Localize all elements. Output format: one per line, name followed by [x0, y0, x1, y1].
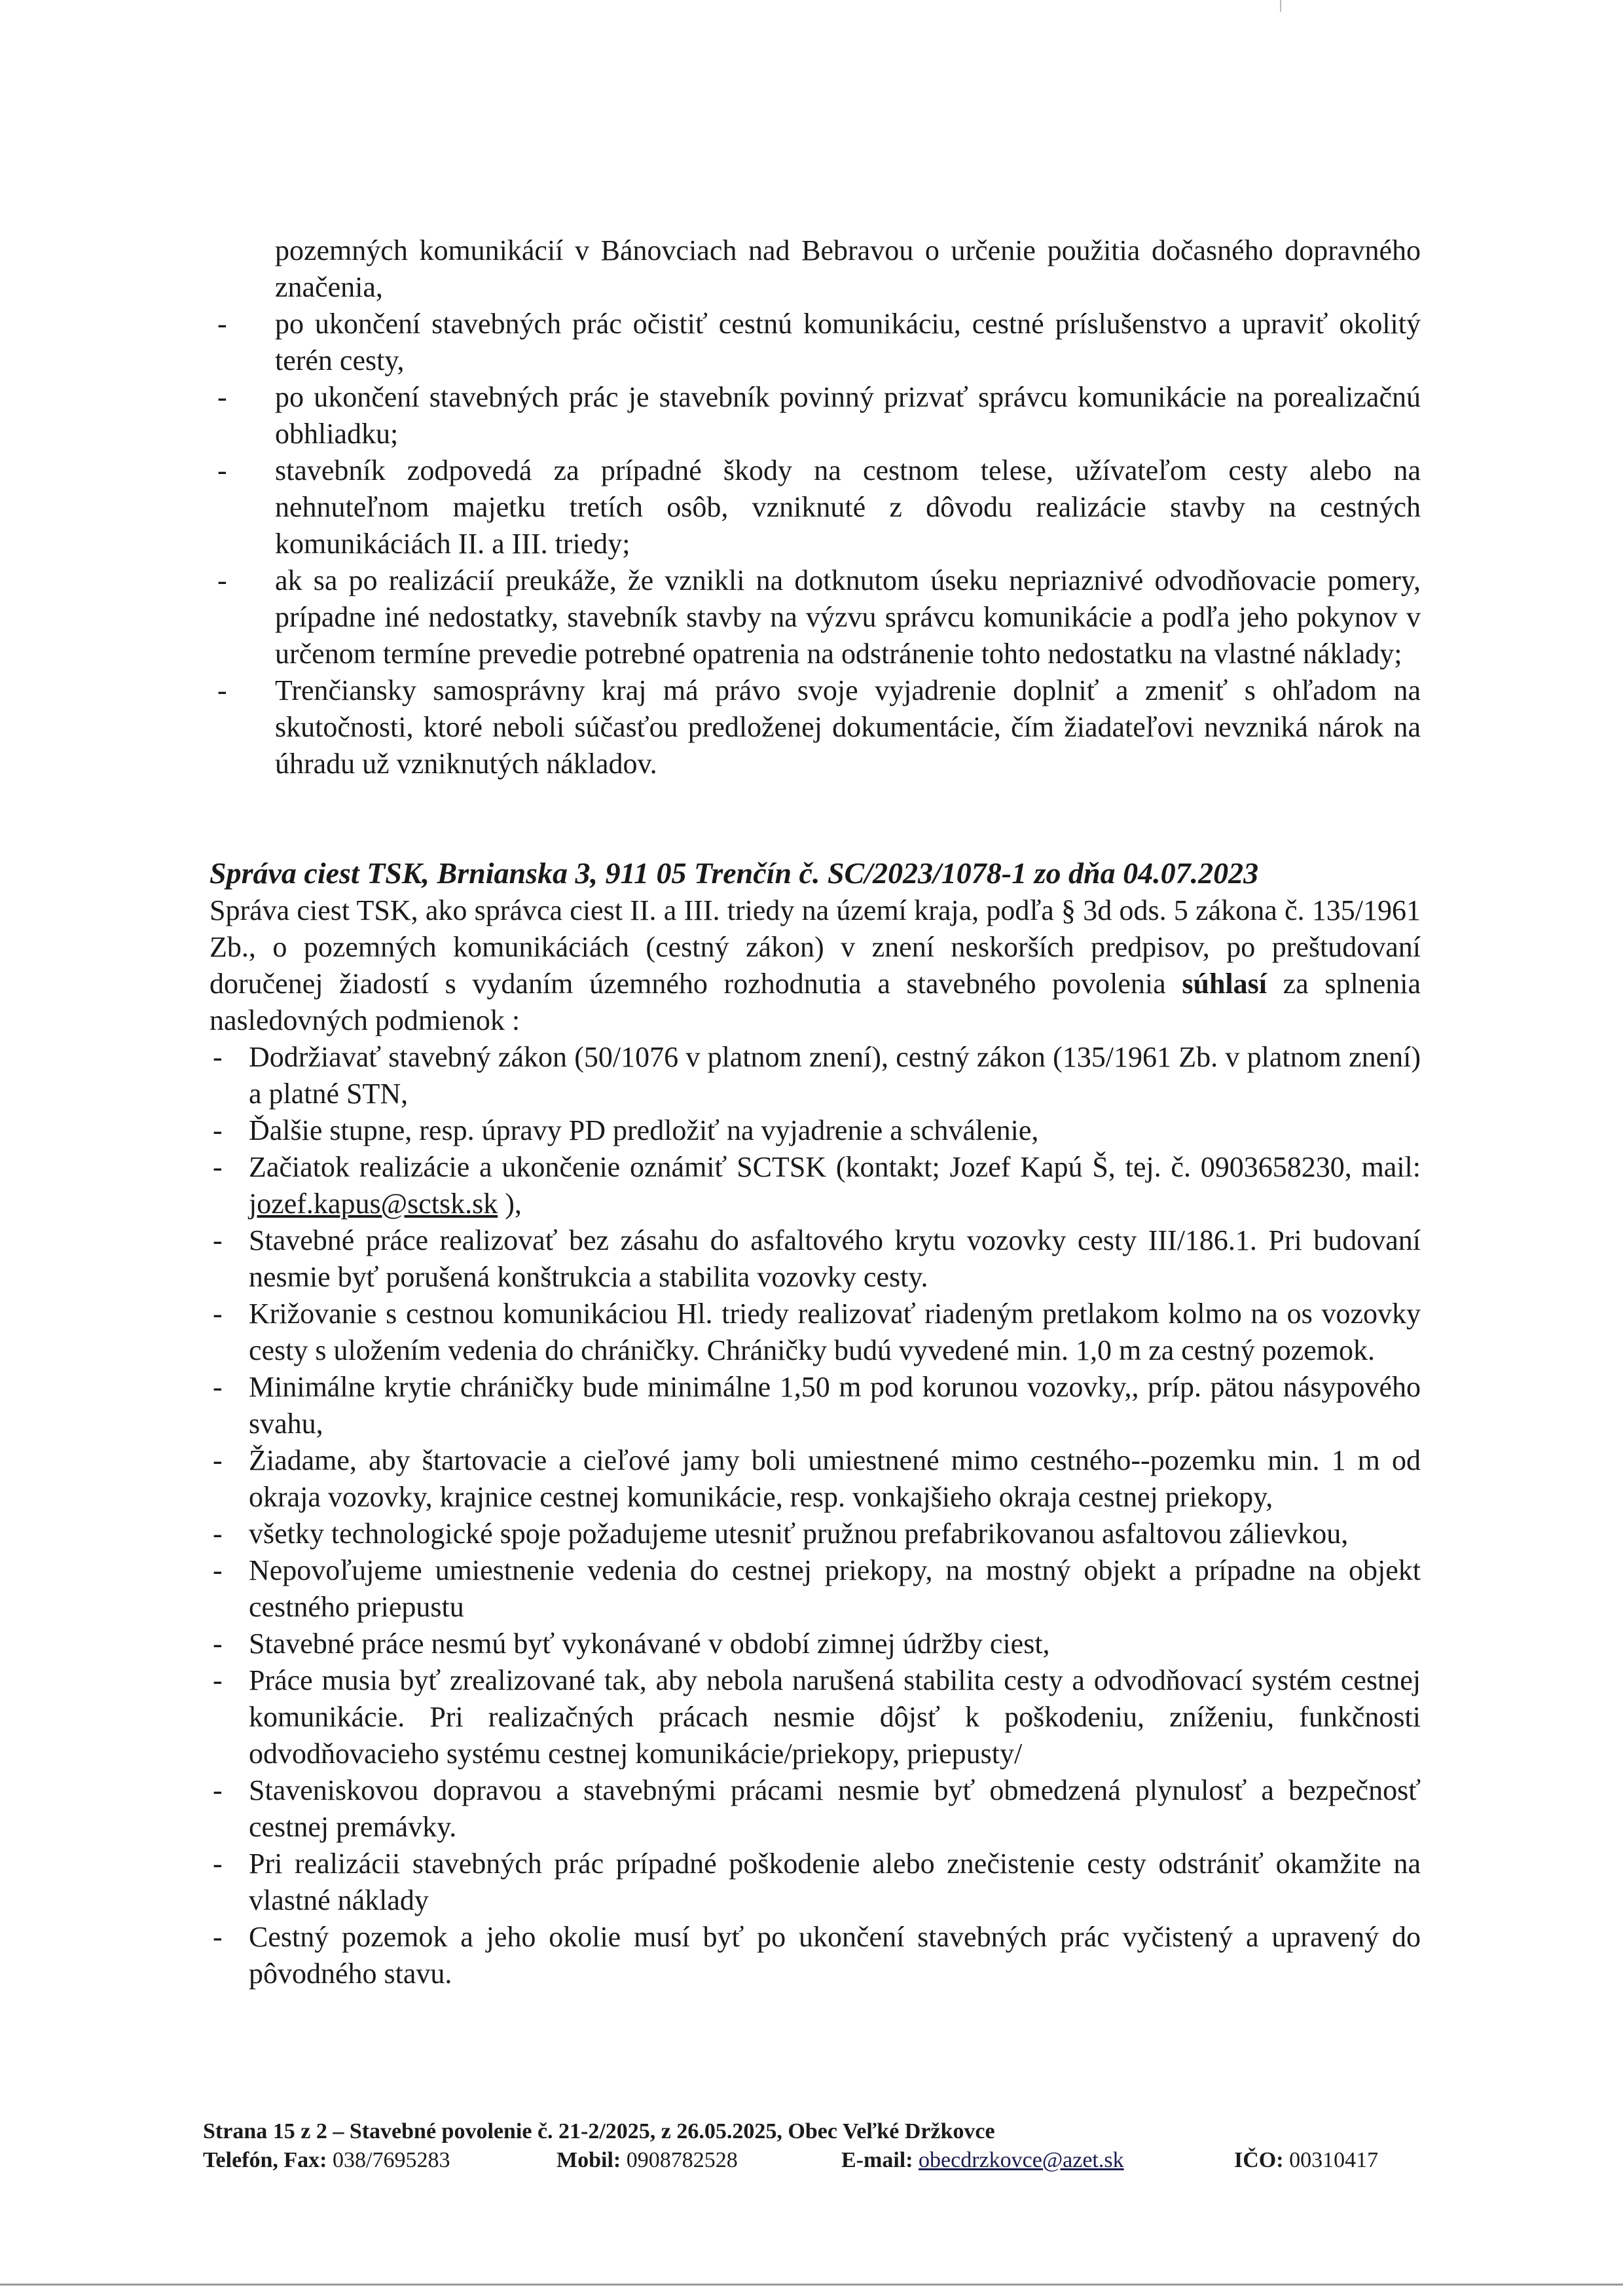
list-bullet: - — [213, 1664, 223, 1696]
list-bullet: - — [213, 1774, 223, 1806]
scan-edge-mark — [1280, 0, 1281, 12]
contact-email-link[interactable]: jozef.kapus@sctsk.sk — [249, 1188, 498, 1220]
footer-email — [841, 2147, 1124, 2174]
list-item-text: Stavebné práce realizovať bez zásahu do asfaltového krytu vozovky cesty III/186.1. Pri budovaní nesmie byť porušená konštrukcia a stabilita vozovky cesty. — [249, 1224, 1421, 1293]
ico-label: IČO: — [1234, 2148, 1290, 2172]
road-condition-item — [210, 1626, 1421, 1662]
list-bullet: - — [213, 1151, 223, 1183]
list-bullet: - — [217, 564, 227, 596]
list-bullet: - — [213, 1554, 223, 1586]
list-bullet: - — [213, 1371, 223, 1403]
list-item-text: Práce musia byť zrealizované tak, aby nebola narušená stabilita cesty a odvodňovací systém cestnej komunikácie. Pri realizačných prácach nesmie dôjsť k poškodeniu, zníženiu, funkčnosti odvodňovacieho systému cestnej komunikácie/priekopy, priepusty/ — [249, 1664, 1421, 1770]
list-item-text: Pri realizácii stavebných prác prípadné poškodenie alebo znečistenie cesty odstrániť okamžite na vlastné náklady — [249, 1848, 1421, 1916]
road-condition-item — [210, 1772, 1421, 1846]
mobile-label: Mobil: — [556, 2148, 627, 2172]
road-condition-item — [210, 1112, 1421, 1149]
mobile-value: 0908782528 — [626, 2148, 738, 2172]
road-condition-item — [210, 1369, 1421, 1442]
phone-label: Telefón, Fax: — [203, 2148, 333, 2172]
list-bullet: - — [217, 381, 227, 413]
list-item-text: Staveniskovou dopravou a stavebnými prácami nesmie byť obmedzená plynulosť a bezpečnosť cestnej premávky. — [249, 1774, 1421, 1843]
list-bullet: - — [217, 674, 227, 706]
contact-text: Začiatok realizácie a ukončenie oznámiť SCTSK (kontakt; Jozef Kapú Š, tej. č. 0903658230, mail: — [249, 1151, 1421, 1183]
continuation-text: pozemných komunikácií v Bánovciach nad Bebravou o určenie použitia dočasného dopravného značenia, — [275, 234, 1421, 303]
intro-bold: súhlasí — [1182, 968, 1267, 1000]
road-condition-item — [210, 1442, 1421, 1516]
list-item-text: Trenčiansky samosprávny kraj má právo svoje vyjadrenie doplniť a zmeniť s ohľadom na skutočnosti, ktoré neboli súčasťou predloženej dokumentácie, čím žiadateľovi nevzniká nárok na úhradu už vzniknutých nákladov. — [275, 674, 1421, 780]
condition-item — [210, 452, 1421, 562]
road-condition-item — [210, 1552, 1421, 1626]
conditions-continued — [210, 232, 1421, 782]
list-bullet: - — [213, 1298, 223, 1330]
list-bullet: - — [213, 1921, 223, 1953]
road-condition-item — [210, 1039, 1421, 1112]
intro-tail: za splnenia nasledovných podmienok : — [210, 968, 1421, 1036]
footer-page-info: Strana 15 z 2 – Stavebné povolenie č. 21-2/2025, z 26.05.2025, Obec Veľké Držkovce — [203, 2119, 995, 2143]
footer-line-2 — [203, 2147, 1434, 2176]
list-item-text: Cestný pozemok a jeho okolie musí byť po ukončení stavebných prác vyčistený a upravený do pôvodného stavu. — [249, 1921, 1421, 1990]
phone-value: 038/7695283 — [333, 2148, 450, 2172]
list-item-text: po ukončení stavebných prác očistiť cestnú komunikáciu, cestné príslušenstvo a upraviť okolitý terén cesty, — [275, 308, 1421, 376]
footer-mobile — [556, 2147, 738, 2174]
footer-line-1 — [203, 2118, 1434, 2147]
scan-edge-line — [0, 2284, 1623, 2286]
condition-item — [210, 562, 1421, 672]
list-item-text: ak sa po realizácií preukáže, že vznikli na dotknutom úseku nepriaznivé odvodňovacie pomery, prípadne iné nedostatky, stavebník stavby na výzvu správcu komunikácie a podľa jeho pokynov v určenom termíne prevedie potrebné opatrenia na odstránenie tohto nedostatku na vlastné náklady; — [275, 564, 1421, 670]
list-item-text: Ďalšie stupne, resp. úpravy PD predložiť na vyjadrenie a schválenie, — [249, 1114, 1039, 1146]
list-bullet: - — [213, 1224, 223, 1256]
list-bullet: - — [213, 1444, 223, 1476]
condition-item — [210, 379, 1421, 452]
road-condition-item — [210, 1516, 1421, 1552]
list-bullet: - — [213, 1518, 223, 1550]
list-item-text: Dodržiavať stavebný zákon (50/1076 v platnom znení), cestný zákon (135/1961 Zb. v platnom znení) a platné STN, — [249, 1041, 1421, 1110]
ico-value: 00310417 — [1289, 2148, 1379, 2172]
condition-item — [210, 306, 1421, 379]
list-item-text: Stavebné práce nesmú byť vykonávané v období zimnej údržby ciest, — [249, 1628, 1050, 1660]
page-footer — [203, 2118, 1434, 2176]
list-item-text: Nepovoľujeme umiestnenie vedenia do cestnej priekopy, na mostný objekt a prípadne na objekt cestného priepustu — [249, 1554, 1421, 1623]
condition-item — [210, 672, 1421, 782]
road-condition-item — [210, 1919, 1421, 1992]
section-intro — [210, 892, 1421, 1039]
email-label: E-mail: — [841, 2148, 919, 2172]
list-item-text: Križovanie s cestnou komunikáciou Hl. triedy realizovať riadeným pretlakom kolmo na os vozovky cesty s uložením vedenia do chráničky. Chráničky budú vyvedené min. 1,0 m za cestný pozemok. — [249, 1298, 1421, 1366]
list-item-text: Žiadame, aby štartovacie a cieľové jamy boli umiestnené mimo cestného--pozemku min. 1 m od okraja vozovky, krajnice cestnej komunikácie, resp. vonkajšieho okraja cestnej priekopy, — [249, 1444, 1421, 1513]
road-condition-list — [210, 1039, 1421, 1992]
list-bullet: - — [213, 1114, 223, 1146]
road-condition-item — [210, 1662, 1421, 1772]
contact-text-end: ), — [498, 1188, 522, 1220]
list-item-text: všetky technologické spoje požadujeme utesniť pružnou prefabrikovanou asfaltovou zálievkou, — [249, 1518, 1349, 1550]
list-item-text: Minimálne krytie chráničky bude minimálne 1,50 m pod korunou vozovky,, príp. pätou násypového svahu, — [249, 1371, 1421, 1440]
list-bullet: - — [217, 308, 227, 340]
email-link[interactable]: obecdrzkovce@azet.sk — [919, 2148, 1124, 2172]
list-bullet: - — [213, 1628, 223, 1660]
top-condition-list — [210, 306, 1421, 782]
section-heading: Správa ciest TSK, Brnianska 3, 911 05 Trenčín č. SC/2023/1078-1 zo dňa 04.07.2023 — [210, 856, 1259, 890]
road-condition-item — [210, 1222, 1421, 1296]
footer-ico — [1234, 2147, 1378, 2174]
list-bullet: - — [217, 454, 227, 486]
list-bullet: - — [213, 1041, 223, 1073]
intro-text: Správa ciest TSK, ako správca ciest II. a III. triedy na území kraja, podľa § 3d ods. 5 zákona č. 135/1961 Zb., o pozemných komunikáciách (cestný zákon) v znení neskorších predpisov, po preštudovaní doručenej žiadostí s vydaním územného rozhodnutia a stavebného povolenia — [210, 894, 1421, 1000]
road-admin-section — [210, 854, 1421, 1992]
road-condition-item — [210, 1846, 1421, 1919]
road-condition-item — [210, 1149, 1421, 1222]
footer-phone — [203, 2147, 450, 2174]
list-bullet: - — [213, 1848, 223, 1880]
list-item-text: stavebník zodpovedá za prípadné škody na cestnom telese, užívateľom cesty alebo na nehnuteľnom majetku tretích osôb, vzniknuté z dôvodu realizácie stavby na cestných komunikáciách II. a III. triedy; — [275, 454, 1421, 560]
list-item-text: po ukončení stavebných prác je stavebník povinný prizvať správcu komunikácie na porealizačnú obhliadku; — [275, 381, 1421, 450]
list-item-text — [210, 1149, 1421, 1222]
road-condition-item — [210, 1296, 1421, 1369]
